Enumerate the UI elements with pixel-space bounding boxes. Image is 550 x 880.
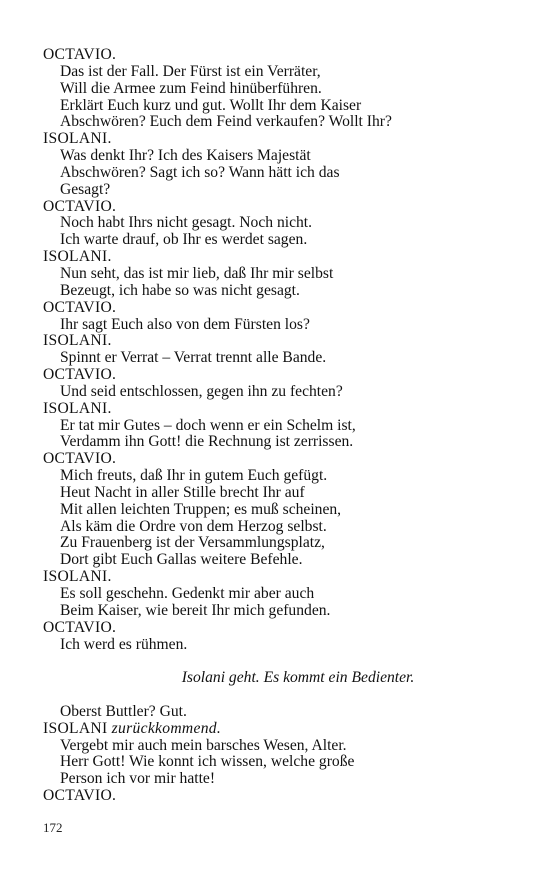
spacer	[43, 687, 513, 704]
verse-line: Dort gibt Euch Gallas weitere Befehle.	[60, 551, 303, 569]
speaker-name: OCTAVIO.	[43, 450, 117, 468]
speaker-name: OCTAVIO.	[43, 298, 117, 316]
verse-line: Was denkt Ihr? Ich des Kaisers Majestät	[60, 147, 311, 165]
verse-line: Ihr sagt Euch also von dem Fürsten los?	[60, 315, 310, 333]
verse-line: Nun seht, das ist mir lieb, daß Ihr mir selbst	[60, 264, 334, 282]
verse-line: Vergebt mir auch mein barsches Wesen, Alter.	[60, 736, 347, 754]
verse-line: Spinnt er Verrat – Verrat trennt alle Bande.	[60, 349, 327, 367]
verse-line: Das ist der Fall. Der Fürst ist ein Verräter,	[60, 62, 321, 80]
verse-line: Als käm die Ordre von dem Herzog selbst.	[60, 517, 327, 535]
verse-line: Mit allen leichten Truppen; es muß scheinen,	[60, 500, 342, 518]
speaker-name: ISOLANI.	[43, 248, 112, 266]
speaker-name: ISOLANI.	[43, 130, 112, 148]
verse-line: Heut Nacht in aller Stille brecht Ihr auf	[60, 483, 305, 501]
speaker-name: OCTAVIO.	[43, 618, 117, 636]
verse-line: Erklärt Euch kurz und gut. Wollt Ihr dem Kaiser	[60, 96, 362, 114]
speaker-name: OCTAVIO.	[43, 197, 117, 215]
verse-line: Zu Frauenberg ist der Versammlungsplatz,	[60, 534, 325, 552]
speaker-name: ISOLANI.	[43, 399, 112, 417]
verse-line: Und seid entschlossen, gegen ihn zu fechten?	[60, 382, 343, 400]
verse-line: Bezeugt, ich habe so was nicht gesagt.	[60, 281, 300, 299]
verse-line: Es soll geschehn. Gedenkt mir aber auch	[60, 585, 315, 602]
page-number: 172	[43, 820, 63, 835]
speaker-name: OCTAVIO.	[43, 366, 117, 384]
verse-line: Gesagt?	[60, 180, 111, 198]
verse-line: Er tat mir Gutes – doch wenn er ein Schelm ist,	[60, 416, 356, 434]
verse-line: Ich warte drauf, ob Ihr es werdet sagen.	[60, 231, 308, 249]
verse-line: Abschwören? Euch dem Feind verkaufen? Wollt Ihr?	[60, 113, 392, 131]
verse-line: Person ich vor mir hatte!	[60, 770, 216, 788]
speaker-name: OCTAVIO.	[43, 46, 117, 63]
spacer	[43, 653, 513, 670]
verse-line: Herr Gott! Wie konnt ich wissen, welche große	[60, 753, 355, 771]
verse-line: Will die Armee zum Feind hinüberführen.	[60, 79, 322, 97]
stage-direction: Isolani geht. Es kommt ein Bedienter.	[181, 669, 415, 687]
verse-line: Mich freuts, daß Ihr in gutem Euch gefügt.	[60, 467, 328, 485]
verse-line: Oberst Buttler? Gut.	[60, 702, 187, 720]
speaker-name: ISOLANI.	[43, 332, 112, 350]
speaker-name: ISOLANI	[43, 719, 108, 737]
speaker-direction: zurückkommend.	[111, 719, 222, 737]
speaker-name: OCTAVIO.	[43, 787, 117, 805]
speaker-name: ISOLANI.	[43, 568, 112, 586]
verse-line: Beim Kaiser, wie bereit Ihr mich gefunden.	[60, 601, 331, 619]
play-text	[43, 47, 513, 805]
verse-line: Verdamm ihn Gott! die Rechnung ist zerrissen.	[60, 433, 354, 451]
verse-line: Abschwören? Sagt ich so? Wann hätt ich das	[60, 163, 340, 181]
verse-line: Noch habt Ihrs nicht gesagt. Noch nicht.	[60, 214, 313, 232]
verse-line: Ich werd es rühmen.	[60, 635, 188, 653]
speaker-with-direction	[43, 721, 513, 738]
